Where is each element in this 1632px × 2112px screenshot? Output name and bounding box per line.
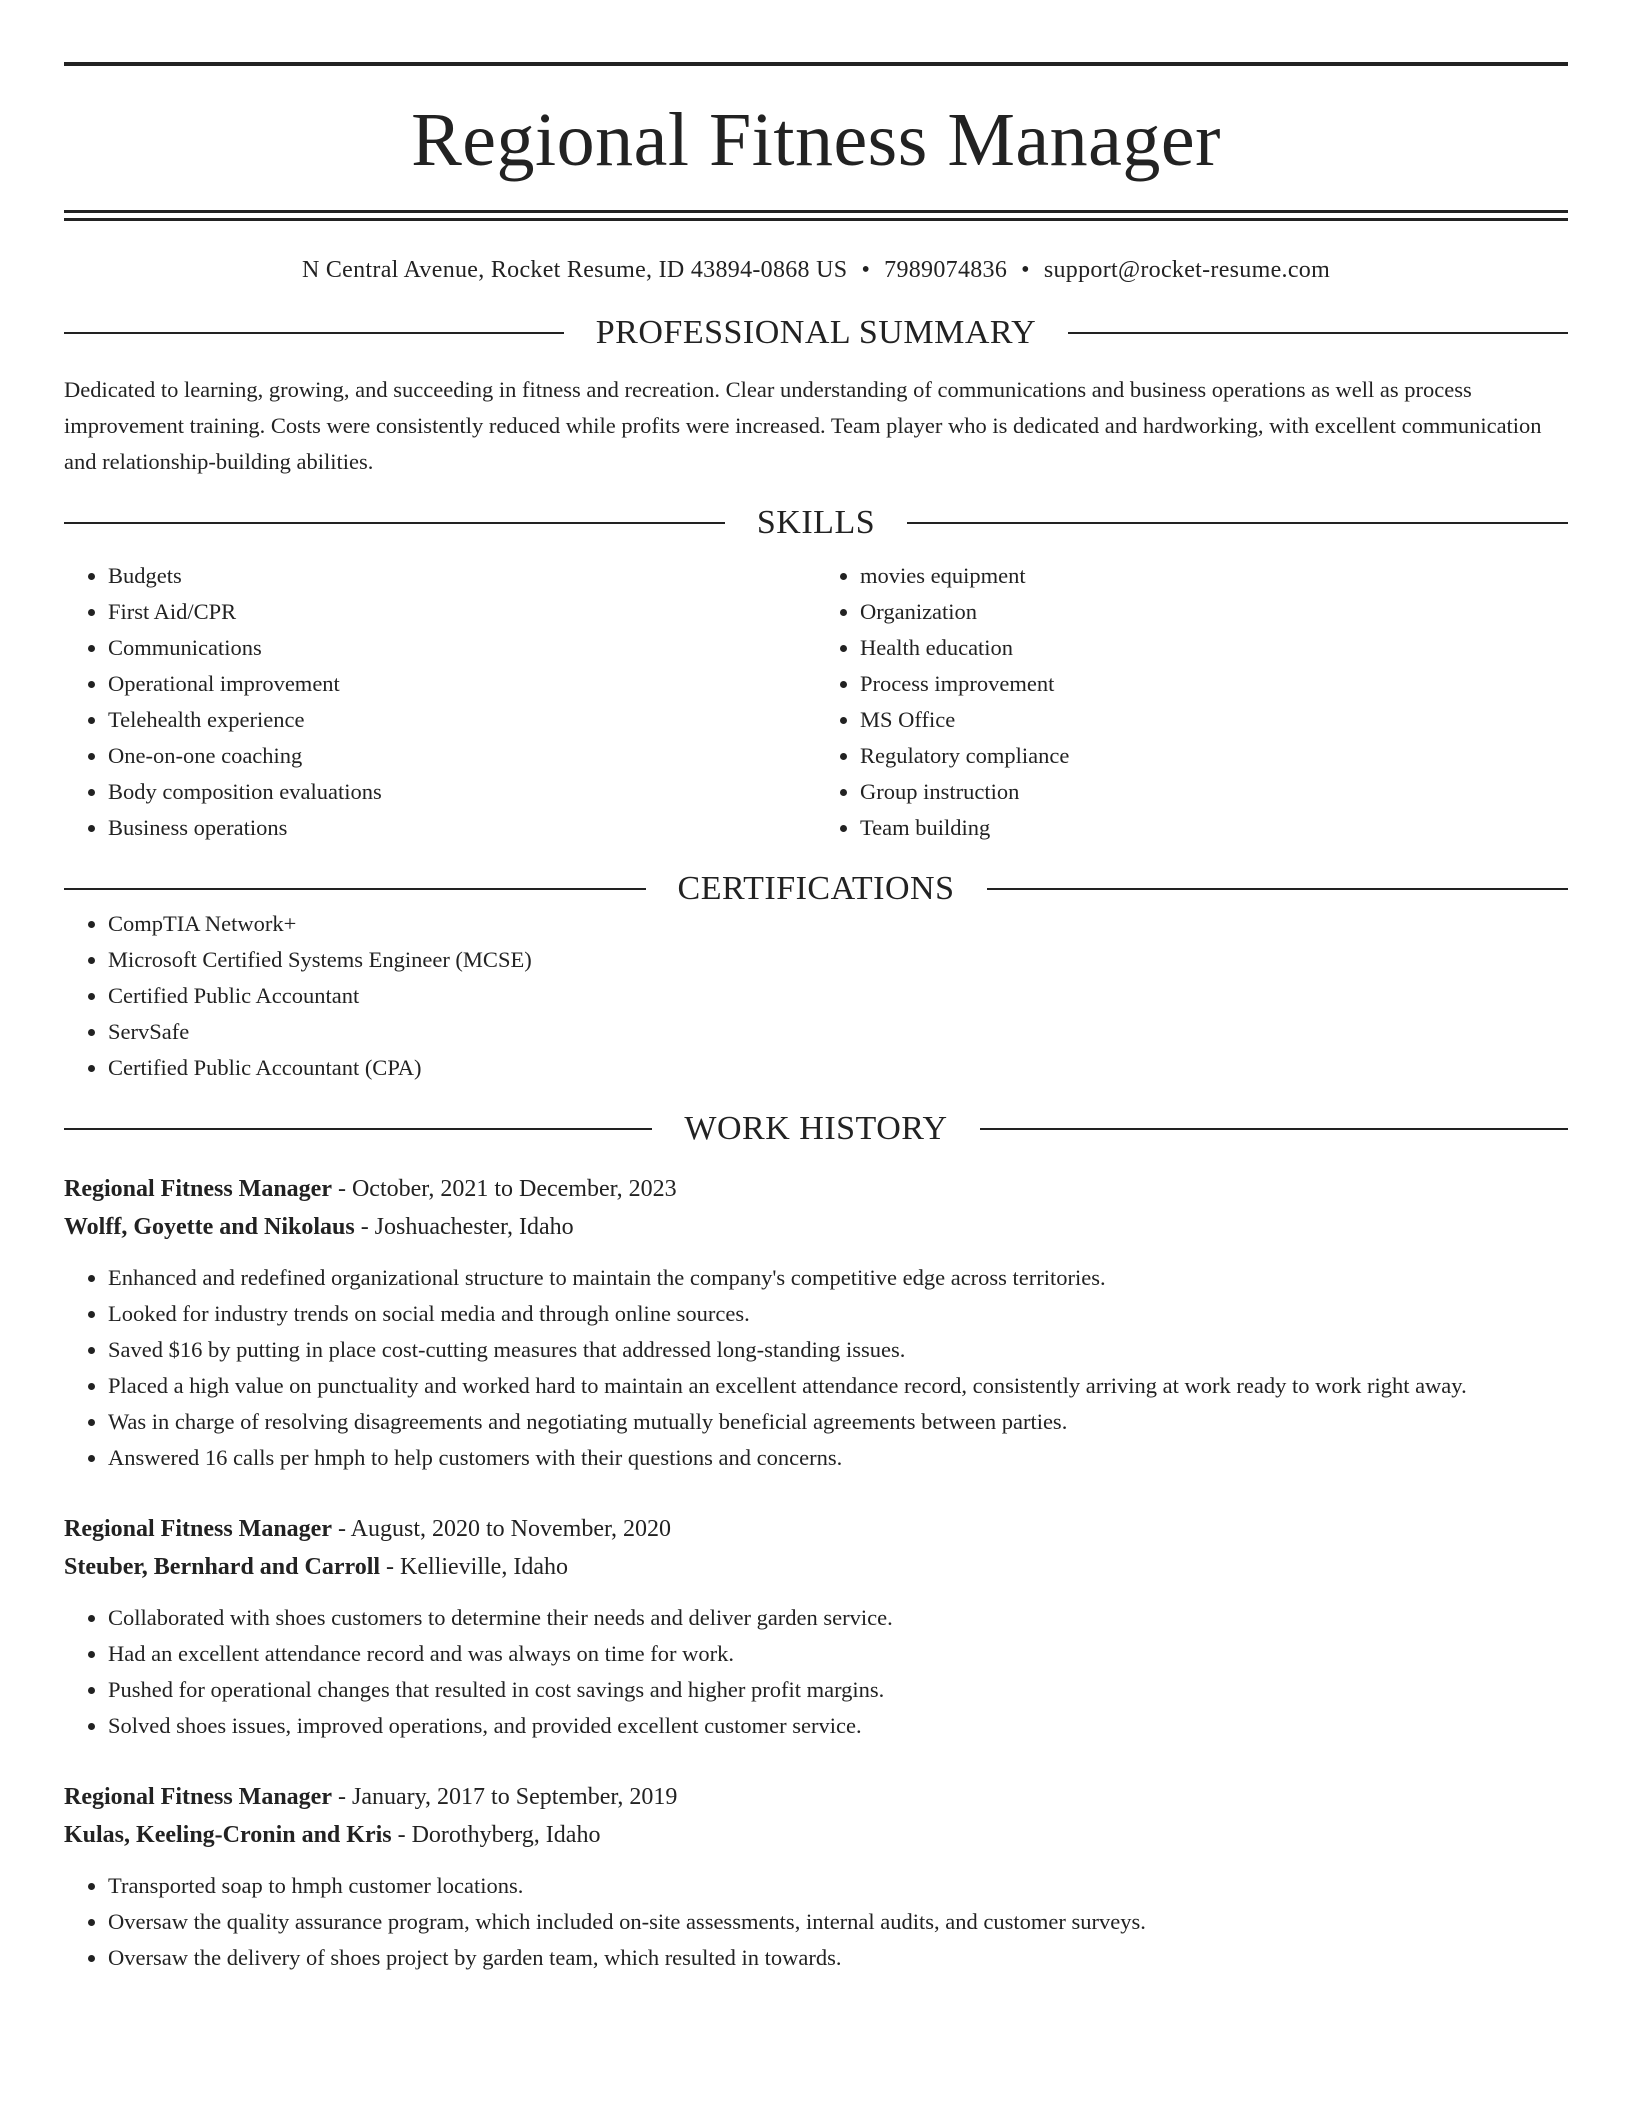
skills-column-right: [816, 558, 1568, 846]
section-rule-right: [1068, 332, 1568, 334]
skill-item: • Regulatory compliance: [860, 738, 1568, 774]
job-bullet: • Oversaw the delivery of shoes project by garden team, which resulted in towards.: [108, 1940, 1568, 1976]
job-role: Regional Fitness Manager: [64, 1784, 332, 1810]
skill-item: • Process improvement: [860, 666, 1568, 702]
job-location: - Dorothyberg, Idaho: [391, 1822, 601, 1848]
contact-separator: •: [1021, 257, 1030, 283]
job-bullet: • Was in charge of resolving disagreements and negotiating mutually beneficial agreements between parties.: [108, 1404, 1568, 1440]
skill-item: • Telehealth experience: [108, 702, 816, 738]
certifications-list: [64, 906, 1568, 1086]
section-heading-certifications: [64, 872, 1568, 906]
job-bullets: [64, 1868, 1568, 1976]
job-bullet: • Oversaw the quality assurance program, which included on-site assessments, internal audits, and customer surveys.: [108, 1904, 1568, 1940]
skills-column-left: [64, 558, 816, 846]
section-heading-work-history: [64, 1112, 1568, 1146]
job-company-line: [64, 1548, 1568, 1586]
section-rule-left: [64, 332, 564, 334]
contact-line: [64, 257, 1568, 284]
certification-item: • Microsoft Certified Systems Engineer (MCSE): [108, 942, 1568, 978]
skills-list-left: [64, 558, 816, 846]
job-location: - Kellieville, Idaho: [380, 1554, 568, 1580]
job-bullet: • Had an excellent attendance record and was always on time for work.: [108, 1636, 1568, 1672]
skill-item: • Group instruction: [860, 774, 1568, 810]
job-company-line: [64, 1816, 1568, 1854]
section-title: CERTIFICATIONS: [677, 870, 955, 907]
job-bullet: • Solved shoes issues, improved operations, and provided excellent customer service.: [108, 1708, 1568, 1744]
job-bullet: • Saved $16 by putting in place cost-cutting measures that addressed long-standing issues.: [108, 1332, 1568, 1368]
job-bullets: [64, 1600, 1568, 1744]
job-bullet: • Looked for industry trends on social media and through online sources.: [108, 1296, 1568, 1332]
skill-item: • Business operations: [108, 810, 816, 846]
job-dates: - October, 2021 to December, 2023: [331, 1176, 677, 1202]
job-entry: [64, 1510, 1568, 1744]
job-company: Steuber, Bernhard and Carroll: [64, 1554, 381, 1580]
job-role: Regional Fitness Manager: [64, 1516, 332, 1542]
section-rule-right: [907, 522, 1568, 524]
job-bullet: • Transported soap to hmph customer locations.: [108, 1868, 1568, 1904]
section-heading-summary: [64, 316, 1568, 350]
job-company: Wolff, Goyette and Nikolaus: [64, 1214, 355, 1240]
header-top-rule: [64, 62, 1568, 66]
job-title-line: [64, 1510, 1568, 1548]
section-heading-skills: [64, 506, 1568, 540]
skill-item: • Health education: [860, 630, 1568, 666]
certification-item: • Certified Public Accountant (CPA): [108, 1050, 1568, 1086]
skill-item: • Operational improvement: [108, 666, 816, 702]
job-entry: [64, 1170, 1568, 1476]
header-double-rule: [64, 210, 1568, 221]
skill-item: • Team building: [860, 810, 1568, 846]
job-company: Kulas, Keeling-Cronin and Kris: [64, 1822, 392, 1848]
skill-item: • Communications: [108, 630, 816, 666]
section-rule-right: [980, 1128, 1568, 1130]
skill-item: • One-on-one coaching: [108, 738, 816, 774]
skills-grid: [64, 558, 1568, 846]
job-title-line: [64, 1778, 1568, 1816]
certification-item: • ServSafe: [108, 1014, 1568, 1050]
section-title: WORK HISTORY: [684, 1110, 948, 1147]
section-rule-right: [987, 888, 1569, 890]
job-bullet: • Answered 16 calls per hmph to help customers with their questions and concerns.: [108, 1440, 1568, 1476]
skill-item: • movies equipment: [860, 558, 1568, 594]
contact-email: support@rocket-resume.com: [1043, 257, 1331, 283]
job-bullet: • Pushed for operational changes that resulted in cost savings and higher profit margins.: [108, 1672, 1568, 1708]
job-company-line: [64, 1208, 1568, 1246]
job-dates: - August, 2020 to November, 2020: [331, 1516, 671, 1542]
job-bullet: • Collaborated with shoes customers to determine their needs and deliver garden service.: [108, 1600, 1568, 1636]
summary-text: Dedicated to learning, growing, and succeeding in fitness and recreation. Clear understanding of communications and business operations as well as process improvement training. Costs were consistently reduced while profits were increased. Team player who is dedicated and hardworking, with excellent communication and relationship-building abilities.: [64, 377, 1542, 474]
resume-name-title: Regional Fitness Manager: [411, 98, 1221, 182]
section-title: PROFESSIONAL SUMMARY: [595, 314, 1037, 351]
section-rule-left: [64, 522, 725, 524]
skill-item: • MS Office: [860, 702, 1568, 738]
job-bullet: • Enhanced and redefined organizational structure to maintain the company's competitive edge across territories.: [108, 1260, 1568, 1296]
job-title-line: [64, 1170, 1568, 1208]
job-bullets: [64, 1260, 1568, 1476]
certification-item: • Certified Public Accountant: [108, 978, 1568, 1014]
skill-item: • First Aid/CPR: [108, 594, 816, 630]
skill-item: • Body composition evaluations: [108, 774, 816, 810]
job-role: Regional Fitness Manager: [64, 1176, 332, 1202]
section-title: SKILLS: [756, 504, 876, 541]
job-bullet: • Placed a high value on punctuality and worked hard to maintain an excellent attendance record, consistently arriving at work ready to work right away.: [108, 1368, 1568, 1404]
skills-list-right: [816, 558, 1568, 846]
certification-item: • CompTIA Network+: [108, 906, 1568, 942]
skill-item: • Budgets: [108, 558, 816, 594]
skill-item: • Organization: [860, 594, 1568, 630]
job-location: - Joshuachester, Idaho: [354, 1214, 574, 1240]
job-entry: [64, 1778, 1568, 1976]
section-rule-left: [64, 1128, 652, 1130]
contact-phone: 7989074836: [884, 257, 1008, 283]
section-rule-left: [64, 888, 646, 890]
contact-separator: •: [861, 257, 871, 283]
job-dates: - January, 2017 to September, 2019: [331, 1784, 678, 1810]
contact-address: N Central Avenue, Rocket Resume, ID 43894-0868 US: [301, 257, 848, 283]
